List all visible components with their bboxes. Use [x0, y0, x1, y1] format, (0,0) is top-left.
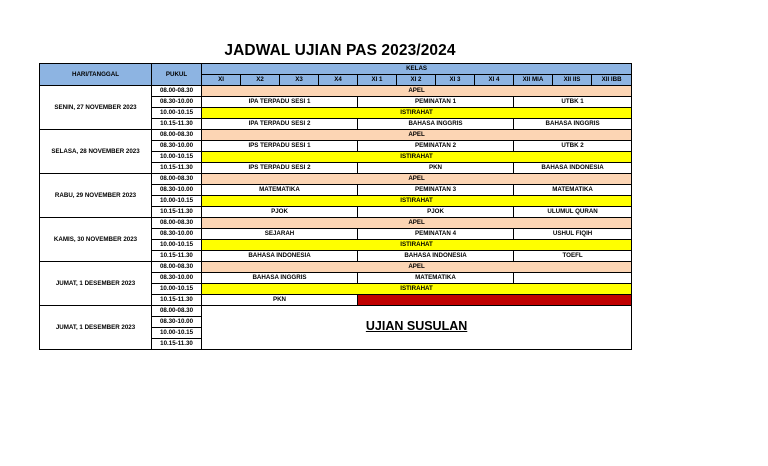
- day-label: SELASA, 28 NOVEMBER 2023: [40, 130, 152, 174]
- exam-cell-x: IPA TERPADU SESI 1: [202, 97, 358, 108]
- time-slot: 10.15-11.30: [152, 251, 202, 262]
- class-header: XI: [202, 75, 241, 86]
- header-kelas: KELAS: [202, 64, 632, 75]
- time-slot: 10.15-11.30: [152, 339, 202, 350]
- day-label: SENIN, 27 NOVEMBER 2023: [40, 86, 152, 130]
- time-slot: 08.00-08.30: [152, 218, 202, 229]
- day-label: RABU, 29 NOVEMBER 2023: [40, 174, 152, 218]
- class-header: XI 3: [436, 75, 475, 86]
- class-header: XI 4: [475, 75, 514, 86]
- exam-cell-x: BAHASA INDONESIA: [202, 251, 358, 262]
- day-label: KAMIS, 30 NOVEMBER 2023: [40, 218, 152, 262]
- time-slot: 10.00-10.15: [152, 152, 202, 163]
- time-slot: 10.15-11.30: [152, 119, 202, 130]
- class-header: XII MIA: [514, 75, 553, 86]
- blocked-cell: [358, 295, 632, 306]
- class-header: XI 2: [397, 75, 436, 86]
- class-header: XI 1: [358, 75, 397, 86]
- page-title: JADWAL UJIAN PAS 2023/2024: [224, 42, 456, 59]
- time-slot: 10.00-10.15: [152, 328, 202, 339]
- header-day: HARI/TANGGAL: [40, 64, 152, 86]
- exam-cell-xi: PEMINATAN 3: [358, 185, 514, 196]
- exam-cell-xii: [514, 273, 632, 284]
- istirahat-cell: ISTIRAHAT: [202, 108, 632, 119]
- class-header: X2: [241, 75, 280, 86]
- header-time: PUKUL: [152, 64, 202, 86]
- exam-cell-xi: PEMINATAN 1: [358, 97, 514, 108]
- exam-cell-xii: ULUMUL QURAN: [514, 207, 632, 218]
- time-slot: 08.30-10.00: [152, 141, 202, 152]
- exam-cell-x: IPA TERPADU SESI 2: [202, 119, 358, 130]
- exam-cell-xii: TOEFL: [514, 251, 632, 262]
- time-slot: 10.15-11.30: [152, 295, 202, 306]
- day-label: JUMAT, 1 DESEMBER 2023: [40, 262, 152, 306]
- exam-cell-xii: BAHASA INDONESIA: [514, 163, 632, 174]
- apel-cell: APEL: [202, 262, 632, 273]
- time-slot: 10.15-11.30: [152, 163, 202, 174]
- apel-cell: APEL: [202, 218, 632, 229]
- exam-cell-x: IPS TERPADU SESI 2: [202, 163, 358, 174]
- exam-cell-xi: BAHASA INGGRIS: [358, 119, 514, 130]
- time-slot: 10.00-10.15: [152, 196, 202, 207]
- istirahat-cell: ISTIRAHAT: [202, 284, 632, 295]
- exam-cell-x: PKN: [202, 295, 358, 306]
- exam-cell-xii: BAHASA INGGRIS: [514, 119, 632, 130]
- class-header: X3: [280, 75, 319, 86]
- exam-cell-xii: USHUL FIQIH: [514, 229, 632, 240]
- time-slot: 08.30-10.00: [152, 229, 202, 240]
- exam-cell-x: MATEMATIKA: [202, 185, 358, 196]
- exam-cell-xi: MATEMATIKA: [358, 273, 514, 284]
- time-slot: 10.15-11.30: [152, 207, 202, 218]
- exam-cell-xi: PKN: [358, 163, 514, 174]
- exam-cell-xii: MATEMATIKA: [514, 185, 632, 196]
- istirahat-cell: ISTIRAHAT: [202, 240, 632, 251]
- time-slot: 08.00-08.30: [152, 86, 202, 97]
- exam-cell-xi: BAHASA INDONESIA: [358, 251, 514, 262]
- class-header: XII IBB: [592, 75, 632, 86]
- time-slot: 08.00-08.30: [152, 130, 202, 141]
- class-header: X4: [319, 75, 358, 86]
- apel-cell: APEL: [202, 174, 632, 185]
- istirahat-cell: ISTIRAHAT: [202, 152, 632, 163]
- time-slot: 10.00-10.15: [152, 108, 202, 119]
- time-slot: 08.00-08.30: [152, 306, 202, 317]
- exam-cell-xi: PEMINATAN 2: [358, 141, 514, 152]
- exam-cell-x: BAHASA INGGRIS: [202, 273, 358, 284]
- exam-cell-x: IPS TERPADU SESI 1: [202, 141, 358, 152]
- time-slot: 08.30-10.00: [152, 317, 202, 328]
- exam-cell-xi: PEMINATAN 4: [358, 229, 514, 240]
- istirahat-cell: ISTIRAHAT: [202, 196, 632, 207]
- time-slot: 10.00-10.15: [152, 284, 202, 295]
- class-header: XII IIS: [553, 75, 592, 86]
- exam-schedule-table: [39, 63, 632, 350]
- time-slot: 08.30-10.00: [152, 185, 202, 196]
- time-slot: 08.30-10.00: [152, 97, 202, 108]
- time-slot: 10.00-10.15: [152, 240, 202, 251]
- exam-cell-xi: PJOK: [358, 207, 514, 218]
- exam-cell-xii: UTBK 1: [514, 97, 632, 108]
- susulan-label: UJIAN SUSULAN: [365, 319, 468, 333]
- time-slot: 08.00-08.30: [152, 262, 202, 273]
- apel-cell: APEL: [202, 86, 632, 97]
- time-slot: 08.30-10.00: [152, 273, 202, 284]
- time-slot: 08.00-08.30: [152, 174, 202, 185]
- apel-cell: APEL: [202, 130, 632, 141]
- day-label: JUMAT, 1 DESEMBER 2023: [40, 306, 152, 350]
- susulan-cell: [202, 306, 632, 350]
- exam-cell-xii: UTBK 2: [514, 141, 632, 152]
- exam-cell-x: SEJARAH: [202, 229, 358, 240]
- exam-cell-x: PJOK: [202, 207, 358, 218]
